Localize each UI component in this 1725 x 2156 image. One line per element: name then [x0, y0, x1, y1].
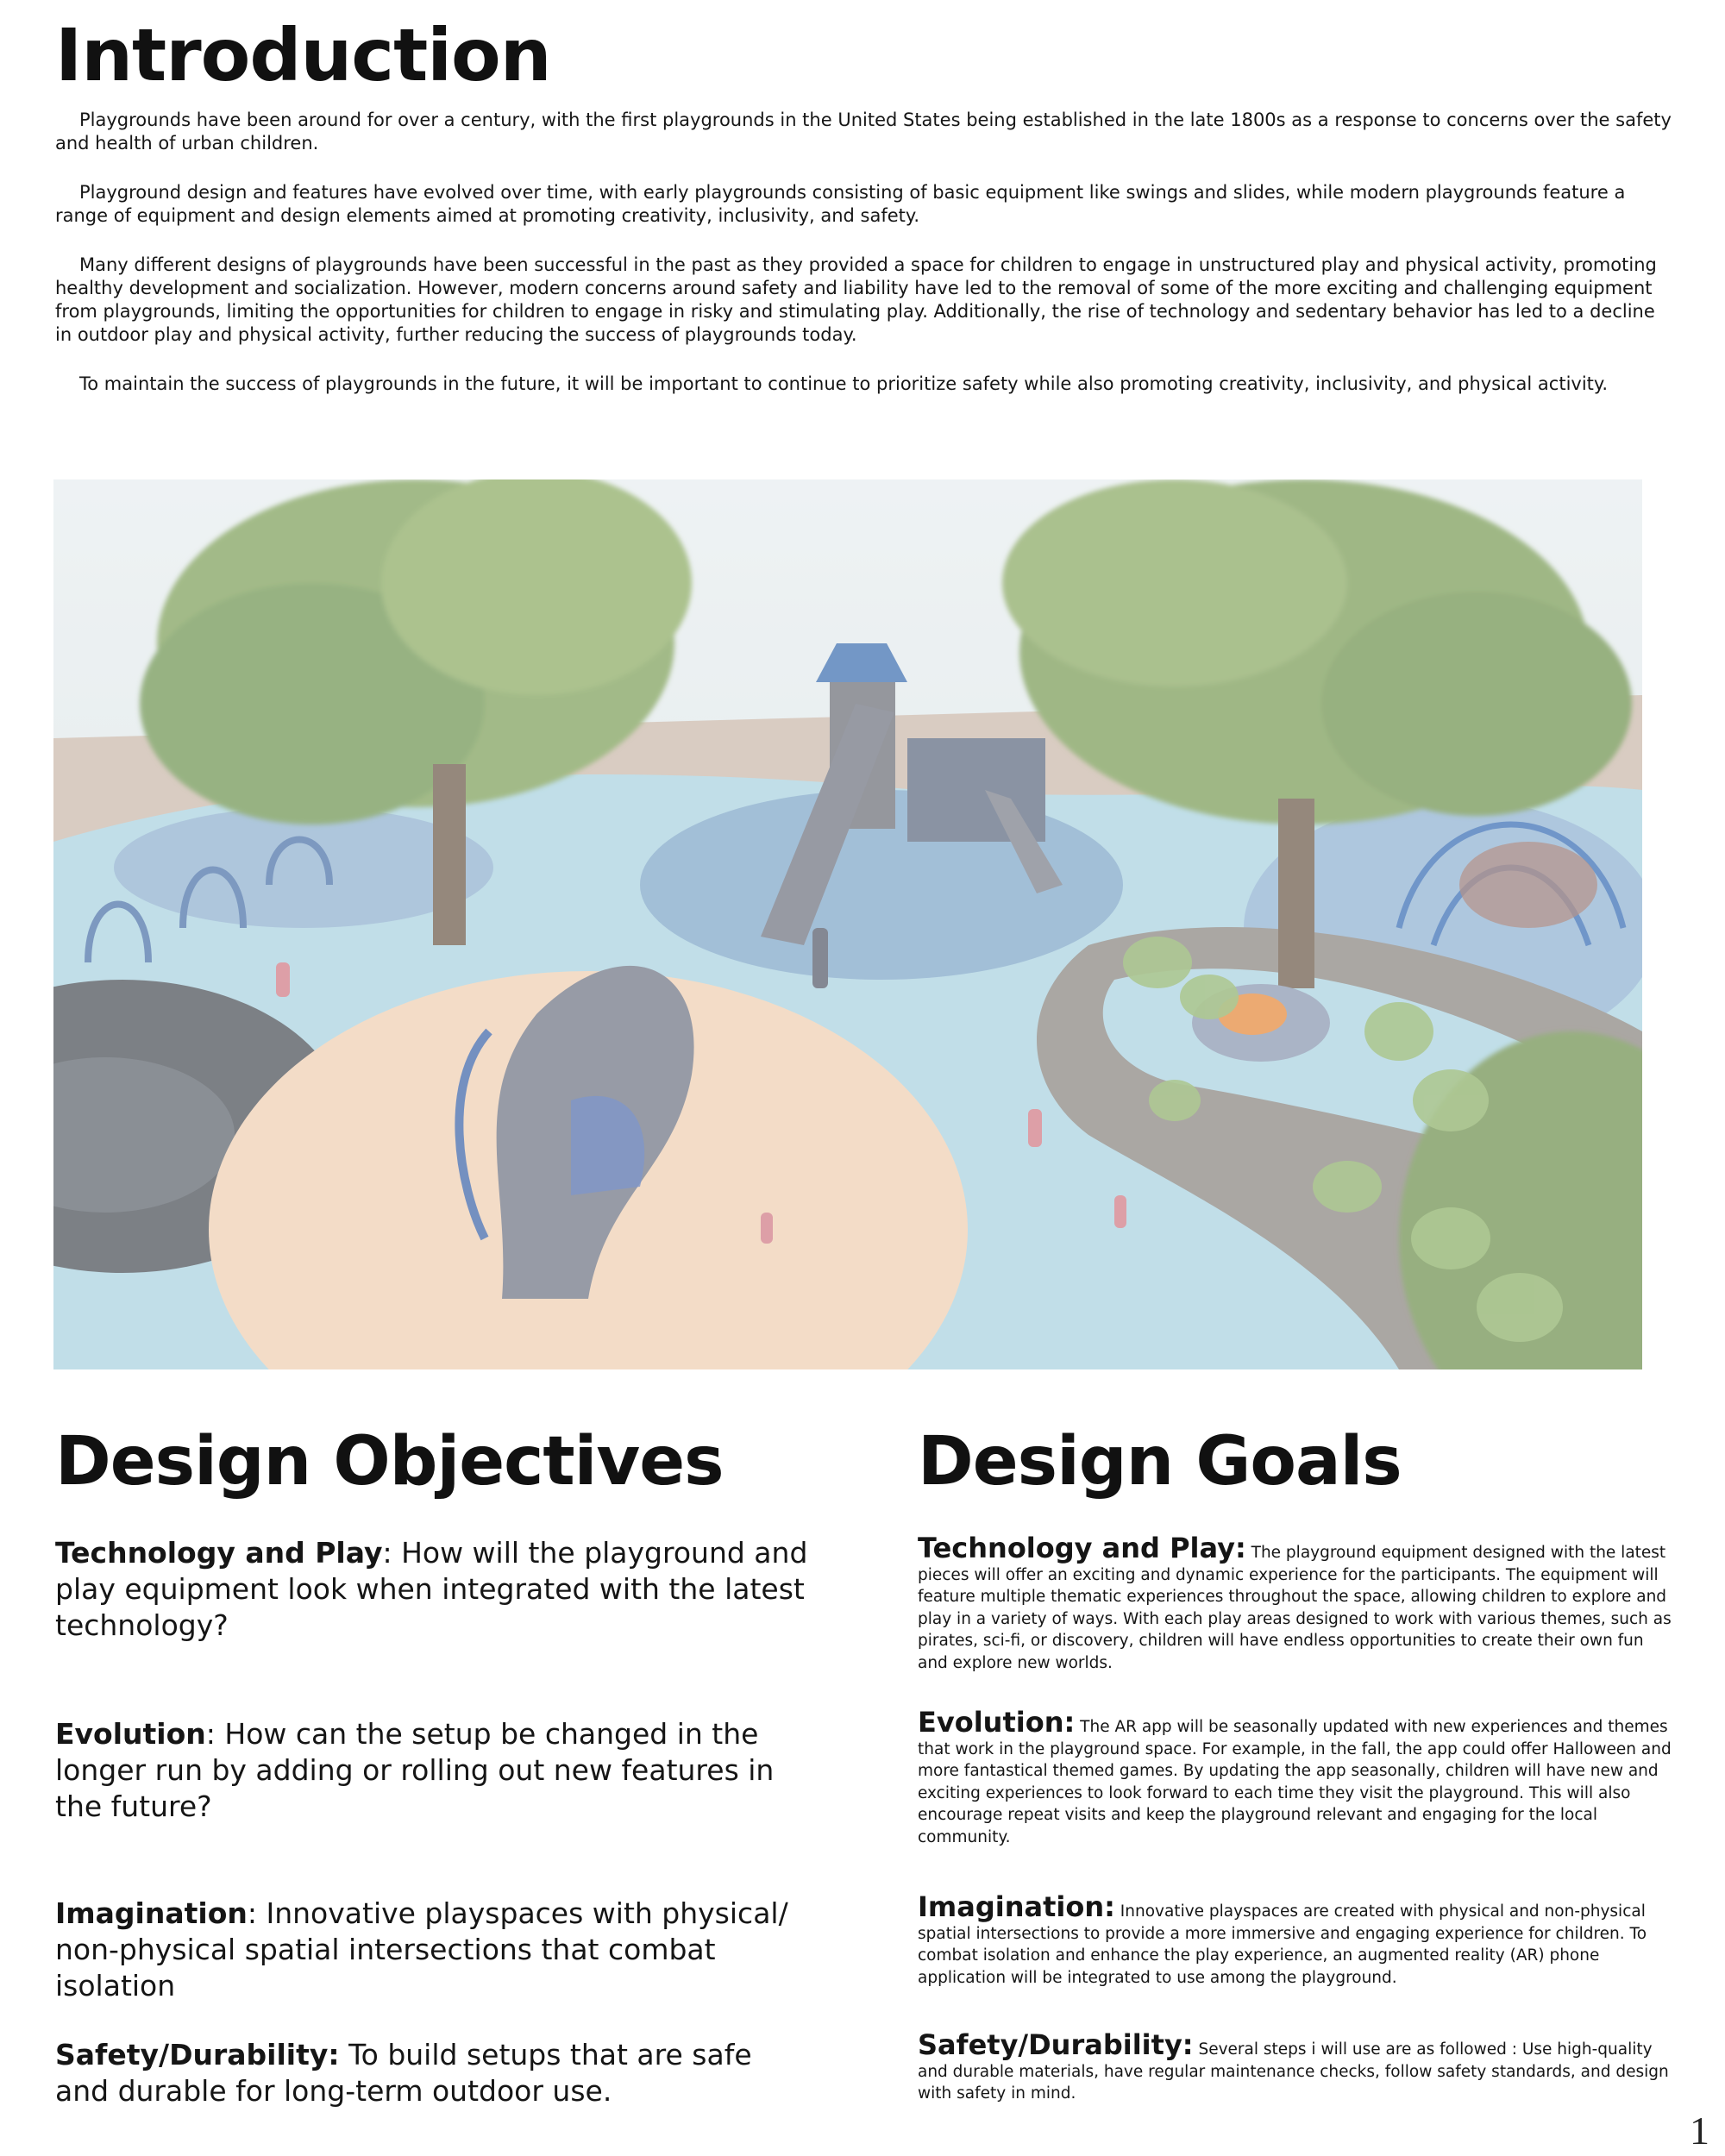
objective-text: To build setups that are safe and durable for long-term outdoor use. — [55, 2038, 752, 2108]
objective-term: Technology and Play — [55, 1536, 383, 1570]
objective-safety-durability — [55, 2037, 814, 2109]
objective-evolution — [55, 1716, 814, 1825]
objective-text: : How can the setup be changed in the longer run by adding or rolling out new features in the future? — [55, 1717, 775, 1823]
design-goals-title: Design Goals — [918, 1423, 1402, 1501]
objective-term: Evolution — [55, 1717, 206, 1751]
intro-paragraph-2: Playground design and features have evolved over time, with early playgrounds consisting of basic equipment like swings and slides, while modern playgrounds feature a range of equipment and design elements aimed at promoting creativity, inclusivity, and safety. — [55, 182, 1626, 226]
objective-text: : Innovative playspaces with physical/ non-physical spatial intersections that combat isolation — [55, 1896, 788, 2002]
objective-technology-and-play — [55, 1535, 814, 1644]
objective-text: : How will the playground and play equipment look when integrated with the latest technology? — [55, 1536, 808, 1642]
goal-term: Evolution: — [918, 1706, 1076, 1739]
goal-safety-durability — [918, 2028, 1677, 2105]
goal-text: Innovative playspaces are created with physical and non-physical spatial intersections to provide a more immersive and engaging experience for children. To combat isolation and enhance the play experience, an augmented reality (AR) phone application will be integrated to use among the playground. — [918, 1902, 1647, 1987]
objective-term: Safety/Durability: — [55, 2038, 340, 2071]
objective-imagination — [55, 1896, 814, 2004]
intro-paragraph-1: Playgrounds have been around for over a century, with the first playgrounds in the United States being established in the late 1800s as a response to concerns over the safety and health of urban children. — [55, 110, 1672, 154]
intro-paragraph-3: Many different designs of playgrounds have been successful in the past as they provided a space for children to engage in unstructured play and physical activity, promoting healthy development and socialization. However, modern concerns around safety and liability have led to the removal of some of the more exciting and challenging equipment from playgrounds, limiting the opportunities for children to engage in risky and stimulating play. Additionally, the rise of technology and sedentary behavior has led to a decline in outdoor play and physical activity, further reducing the success of playgrounds today. — [55, 254, 1657, 345]
introduction-body — [55, 109, 1677, 422]
page-number: 1 — [1690, 2109, 1709, 2153]
playground-rendering-illustration — [53, 479, 1642, 1369]
objective-term: Imagination — [55, 1896, 248, 1930]
introduction-title: Introduction — [55, 13, 551, 97]
design-objectives-title: Design Objectives — [55, 1423, 724, 1501]
goal-term: Imagination: — [918, 1890, 1115, 1923]
goal-text: The playground equipment designed with the latest pieces will offer an exciting and dynamic experience for the participants. The equipment will feature multiple thematic experiences throughout the space, allowing children to explore and play in a variety of ways. With each play areas designed to work with various themes, such as pirates, sci-fi, or discovery, children will have endless opportunities to create their own fun and explore new worlds. — [918, 1544, 1672, 1672]
goal-evolution — [918, 1706, 1677, 1848]
goal-imagination — [918, 1890, 1677, 1989]
goal-term: Safety/Durability: — [918, 2028, 1194, 2061]
goal-term: Technology and Play: — [918, 1532, 1246, 1564]
intro-paragraph-4: To maintain the success of playgrounds in the future, it will be important to continue to prioritize safety while also promoting creativity, inclusivity, and physical activity. — [79, 373, 1609, 394]
goal-text: The AR app will be seasonally updated with new experiences and themes that work in the playground space. For example, in the fall, the app could offer Halloween and more fantastical themed games. By updating the app seasonally, children will have new and exciting experiences to look forward to each time they visit the playground. This will also encourage repeat visits and keep the playground relevant and engaging for the local community. — [918, 1718, 1672, 1846]
goal-text: Several steps i will use are as followed : Use high-quality and durable materials, have regular maintenance checks, follow safety standards, and design with safety in mind. — [918, 2040, 1669, 2103]
goal-technology-and-play — [918, 1532, 1677, 1674]
playground-rendering-image — [53, 479, 1642, 1369]
